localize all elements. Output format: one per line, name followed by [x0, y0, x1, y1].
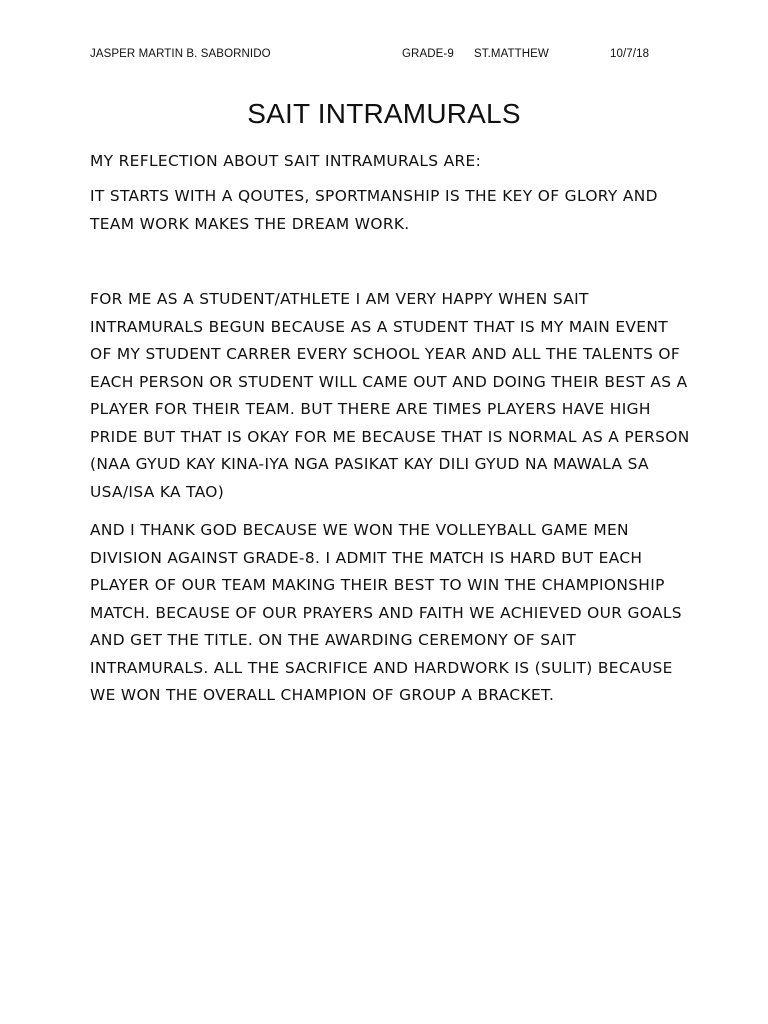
- main-paragraph: [90, 286, 690, 506]
- document-date: 10/7/18: [610, 48, 650, 60]
- document-title: SAIT INTRAMURALS: [247, 98, 521, 129]
- thanks-text: AND I THANK GOD BECAUSE WE WON THE VOLLEYBALL GAME MEN DIVISION AGAINST GRADE-8. I ADMIT THE MATCH IS HARD BUT EACH PLAYER OF OUR TEAM MAKING THEIR BEST TO WIN THE CHAMPIONSHIP MATCH. BECAUSE OF OUR PRAYERS AND FAITH WE ACHIEVED OUR GOALS AND GET THE TITLE. ON THE AWARDING CEREMONY OF SAIT INTRAMURALS. ALL THE SACRIFICE AND HARDWORK IS (SULIT) BECAUSE WE WON THE OVERALL CHAMPION OF GROUP A BRACKET.: [90, 521, 682, 704]
- section-name: ST.MATTHEW: [474, 48, 549, 60]
- intro-paragraph: [90, 148, 690, 176]
- grade-level: GRADE-9: [402, 48, 454, 60]
- document-header: [0, 48, 768, 68]
- intro-text: MY REFLECTION ABOUT SAIT INTRAMURALS ARE:: [90, 152, 482, 170]
- quote-text: IT STARTS WITH A QOUTES, SPORTMANSHIP IS THE KEY OF GLORY AND TEAM WORK MAKES THE DREAM WORK.: [90, 187, 658, 233]
- thanks-paragraph: [90, 517, 690, 710]
- quote-paragraph: [90, 183, 690, 238]
- author-name: JASPER MARTIN B. SABORNIDO: [90, 48, 271, 60]
- main-text: FOR ME AS A STUDENT/ATHLETE I AM VERY HAPPY WHEN SAIT INTRAMURALS BEGUN BECAUSE AS A STUDENT THAT IS MY MAIN EVENT OF MY STUDENT CARRER EVERY SCHOOL YEAR AND ALL THE TALENTS OF EACH PERSON OR STUDENT WILL CAME OUT AND DOING THEIR BEST AS A PLAYER FOR THEIR TEAM. BUT THERE ARE TIMES PLAYERS HAVE HIGH PRIDE BUT THAT IS OKAY FOR ME BECAUSE THAT IS NORMAL AS A PERSON (NAA GYUD KAY KINA-IYA NGA PASIKAT KAY DILI GYUD NA MAWALA SA USA/ISA KA TAO): [90, 290, 690, 501]
